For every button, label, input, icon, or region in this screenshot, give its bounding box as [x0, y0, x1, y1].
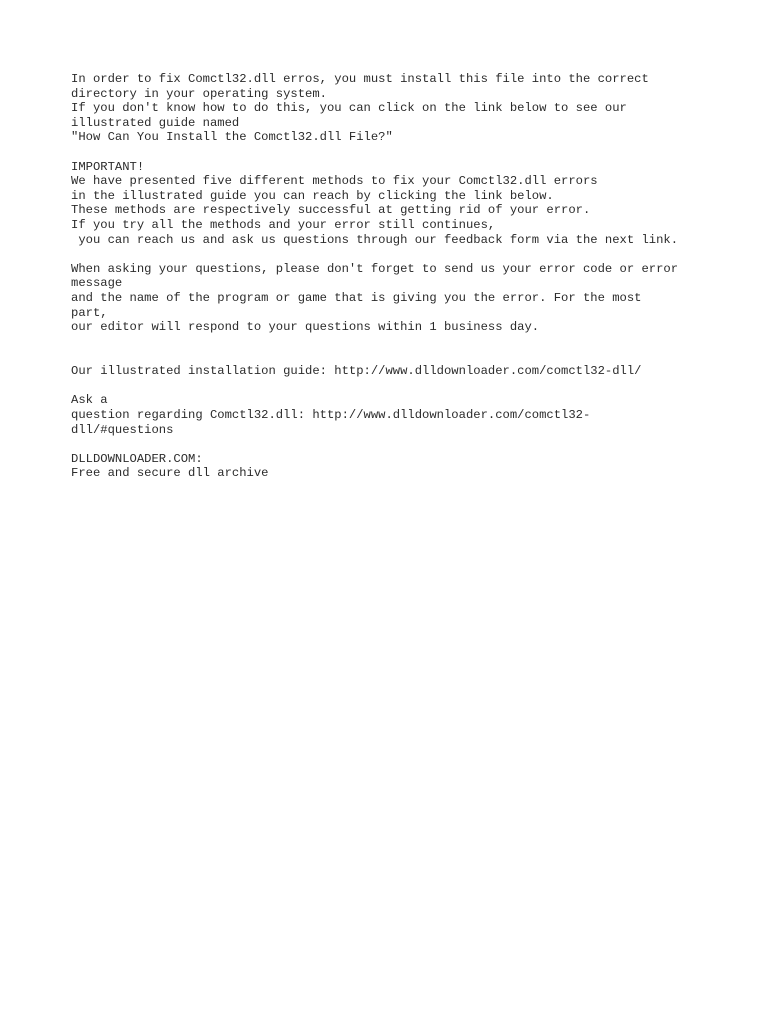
text-line: In order to fix Comctl32.dll erros, you must install this file into the correct	[71, 72, 649, 86]
guide-title-line: "How Can You Install the Comctl32.dll File?"	[71, 130, 393, 145]
text-line: If you try all the methods and your error still continues,	[71, 217, 496, 232]
ask-question-paragraph	[71, 393, 711, 437]
text-line: When asking your questions, please don't forget to send us your error code or error	[71, 261, 679, 276]
text-line: part,	[71, 305, 108, 320]
paragraph-spacer	[71, 335, 711, 365]
paragraph-spacer	[71, 379, 711, 394]
document-page	[71, 72, 711, 481]
text-line: These methods are respectively successful at getting rid of your error.	[71, 203, 591, 218]
questions-link-line: dll/#questions	[71, 422, 174, 437]
text-line: you can reach us and ask us questions through our feedback form via the next link.	[71, 232, 679, 247]
text-line: directory in your operating system.	[71, 86, 327, 101]
important-heading: IMPORTANT!	[71, 159, 145, 174]
site-tagline: Free and secure dll archive	[71, 466, 269, 481]
text-line: Ask a	[71, 393, 108, 408]
text-line: We have presented five different methods to fix your Comctl32.dll errors	[71, 174, 598, 189]
text-line: our editor will respond to your questions within 1 business day.	[71, 320, 540, 335]
important-paragraph	[71, 160, 711, 248]
paragraph-spacer	[71, 145, 711, 160]
text-line: in the illustrated guide you can reach by clicking the link below.	[71, 188, 554, 203]
text-line: and the name of the program or game that is giving you the error. For the most	[71, 290, 642, 305]
text-line: message	[71, 276, 123, 291]
questions-link-line: question regarding Comctl32.dll: http://www.dlldownloader.com/comctl32-	[71, 408, 591, 423]
paragraph-spacer	[71, 247, 711, 262]
asking-paragraph	[71, 262, 711, 335]
text-line: illustrated guide named	[71, 115, 240, 130]
text-line: If you don't know how to do this, you can click on the link below to see our	[71, 101, 627, 116]
site-name: DLLDOWNLOADER.COM:	[71, 451, 203, 466]
intro-paragraph	[71, 72, 711, 145]
paragraph-spacer	[71, 437, 711, 452]
installation-guide-link: Our illustrated installation guide: http://www.dlldownloader.com/comctl32-dll/	[71, 364, 642, 379]
footer-block	[71, 452, 711, 481]
